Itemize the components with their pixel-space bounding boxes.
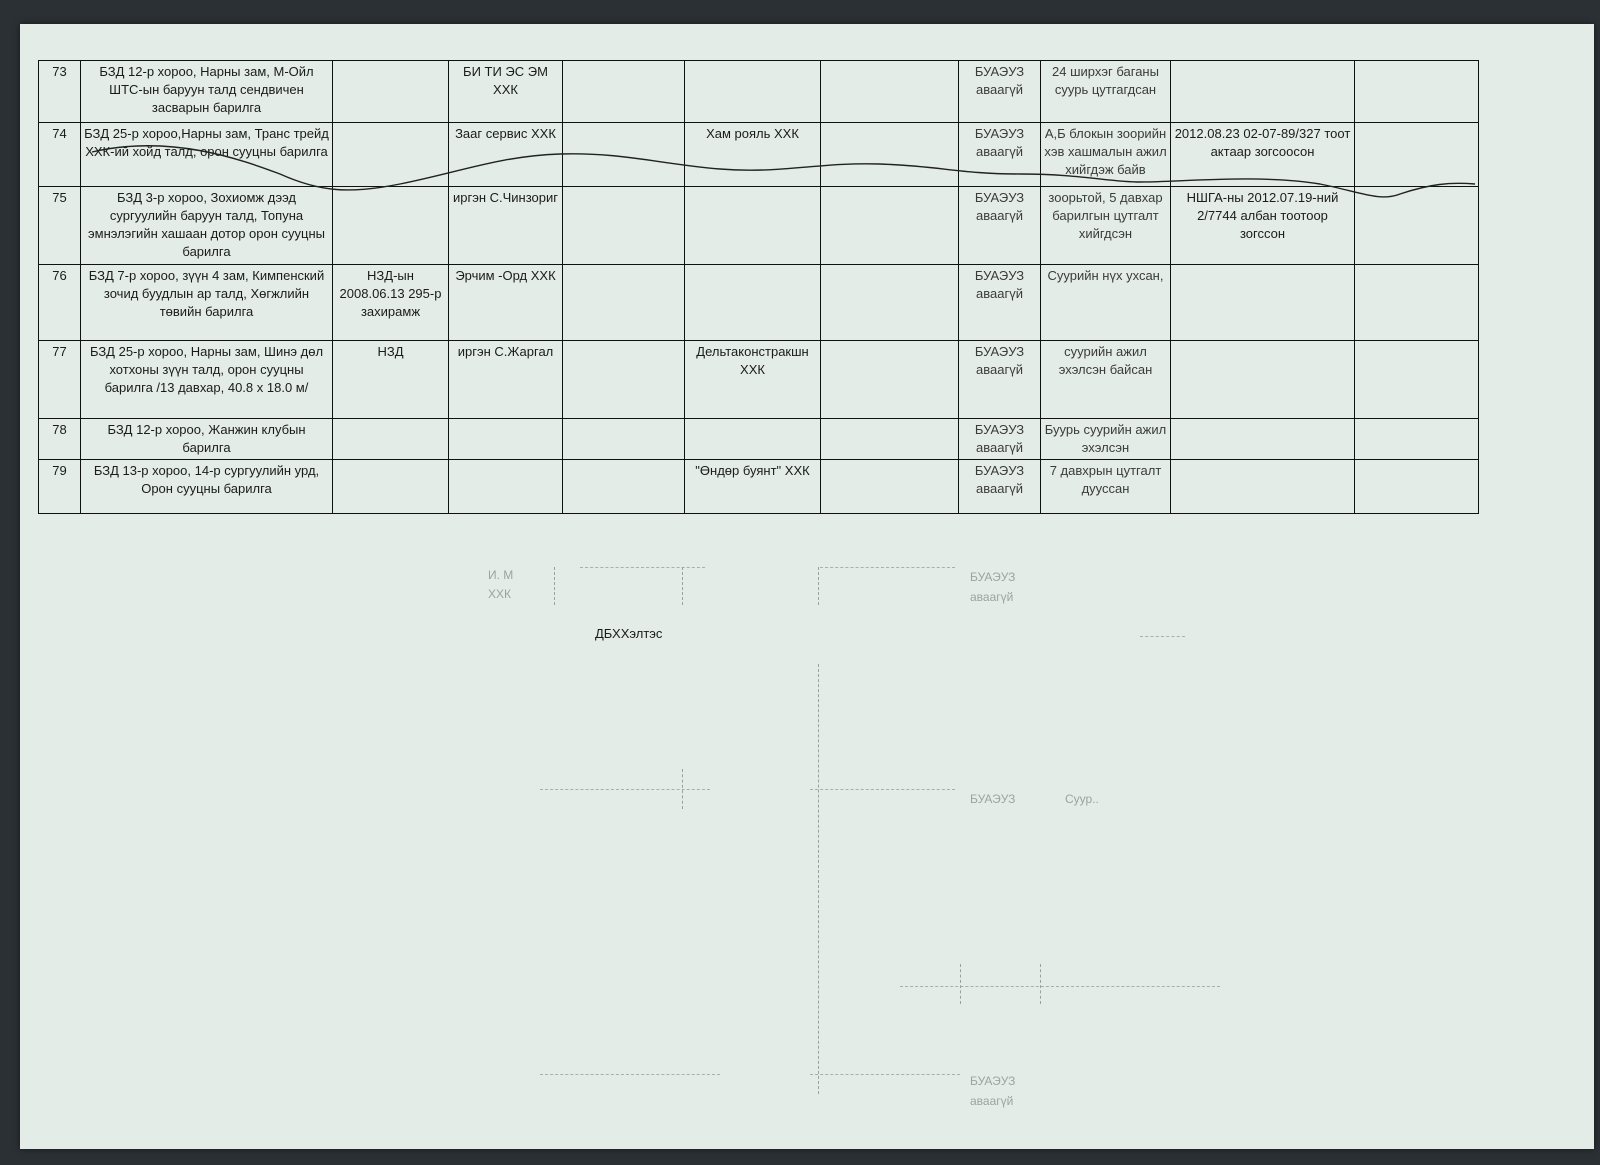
cell-c7 bbox=[821, 123, 959, 187]
bleed-line bbox=[540, 1074, 720, 1075]
cell-company bbox=[449, 419, 563, 460]
cell-no: 73 bbox=[39, 61, 81, 123]
cell-no: 79 bbox=[39, 460, 81, 514]
cell-c5 bbox=[563, 123, 685, 187]
cell-c11 bbox=[1355, 460, 1479, 514]
table-row bbox=[39, 341, 1479, 419]
bleed-line bbox=[580, 567, 705, 568]
cell-permit bbox=[333, 123, 449, 187]
bleed-text-3: БУАЭУЗ bbox=[970, 570, 1016, 584]
table-row bbox=[39, 187, 1479, 265]
cell-location: БЗД 3-р хороо, Зохиомж дээд сургуулийн баруун талд, Топуна эмнэлэгийн хашаан дотор орон сууцны барилга bbox=[81, 187, 333, 265]
cell-c7 bbox=[821, 341, 959, 419]
cell-status: 7 давхрын цутгалт дууссан bbox=[1041, 460, 1171, 514]
cell-location: БЗД 12-р хороо, Жанжин клубын барилга bbox=[81, 419, 333, 460]
cell-contractor bbox=[685, 419, 821, 460]
cell-c7 bbox=[821, 61, 959, 123]
bleed-text-6: Суур.. bbox=[1065, 792, 1099, 806]
cell-no: 77 bbox=[39, 341, 81, 419]
construction-table-wrap bbox=[38, 60, 1478, 514]
cell-buaeuz: БУАЭУЗ аваагүй bbox=[959, 460, 1041, 514]
cell-status: суурийн ажил эхэлсэн байсан bbox=[1041, 341, 1171, 419]
table-row bbox=[39, 265, 1479, 341]
cell-permit bbox=[333, 187, 449, 265]
cell-c5 bbox=[563, 265, 685, 341]
bleed-line bbox=[1040, 964, 1041, 1004]
construction-table bbox=[38, 60, 1479, 514]
cell-note bbox=[1171, 61, 1355, 123]
bleed-line bbox=[810, 789, 955, 790]
cell-no: 74 bbox=[39, 123, 81, 187]
bleed-line bbox=[960, 964, 961, 1004]
cell-c11 bbox=[1355, 61, 1479, 123]
cell-permit bbox=[333, 460, 449, 514]
cell-note bbox=[1171, 265, 1355, 341]
bleed-text-4: аваагүй bbox=[970, 590, 1014, 604]
cell-no: 78 bbox=[39, 419, 81, 460]
cell-note: 2012.08.23 02-07-89/327 тоот актаар зогсоосон bbox=[1171, 123, 1355, 187]
cell-company: Зааг сервис ХХК bbox=[449, 123, 563, 187]
cell-c11 bbox=[1355, 419, 1479, 460]
cell-no: 76 bbox=[39, 265, 81, 341]
cell-c5 bbox=[563, 61, 685, 123]
cell-company: БИ ТИ ЭС ЭМ ХХК bbox=[449, 61, 563, 123]
department-signature: ДБХХэлтэс bbox=[595, 626, 663, 641]
cell-permit: НЗД-ын 2008.06.13 295-р захирамж bbox=[333, 265, 449, 341]
cell-no: 75 bbox=[39, 187, 81, 265]
cell-permit bbox=[333, 419, 449, 460]
cell-company: Эрчим -Орд ХХК bbox=[449, 265, 563, 341]
cell-permit: НЗД bbox=[333, 341, 449, 419]
table-row bbox=[39, 123, 1479, 187]
cell-company bbox=[449, 460, 563, 514]
bleed-line bbox=[820, 567, 955, 568]
bleed-text-1: И. М bbox=[488, 568, 514, 582]
cell-c11 bbox=[1355, 265, 1479, 341]
cell-location: БЗД 13-р хороо, 14-р сургуулийн урд, Орон сууцны барилга bbox=[81, 460, 333, 514]
cell-c11 bbox=[1355, 341, 1479, 419]
cell-buaeuz: БУАЭУЗ аваагүй bbox=[959, 419, 1041, 460]
cell-c5 bbox=[563, 460, 685, 514]
cell-c7 bbox=[821, 187, 959, 265]
cell-c11 bbox=[1355, 123, 1479, 187]
cell-location: БЗД 25-р хороо,Нарны зам, Транс трейд ХХК-ий хойд талд, орон сууцны барилга bbox=[81, 123, 333, 187]
cell-c5 bbox=[563, 341, 685, 419]
cell-company: иргэн С.Жаргал bbox=[449, 341, 563, 419]
cell-buaeuz: БУАЭУЗ аваагүй bbox=[959, 187, 1041, 265]
cell-permit bbox=[333, 61, 449, 123]
cell-location: БЗД 7-р хороо, зүүн 4 зам, Кимпенский зочид буудлын ар талд, Хөгжлийн төвийн барилга bbox=[81, 265, 333, 341]
cell-contractor bbox=[685, 265, 821, 341]
bleed-line bbox=[540, 789, 710, 790]
cell-note: НШГА-ны 2012.07.19-ний 2/7744 албан тоотоор зогссон bbox=[1171, 187, 1355, 265]
bleed-line bbox=[682, 769, 683, 809]
cell-location: БЗД 25-р хороо, Нарны зам, Шинэ дөл хотхоны зүүн талд, орон сууцны барилга /13 давхар, 40.8 х 18.0 м/ bbox=[81, 341, 333, 419]
cell-buaeuz: БУАЭУЗ аваагүй bbox=[959, 123, 1041, 187]
cell-buaeuz: БУАЭУЗ аваагүй bbox=[959, 61, 1041, 123]
bleed-text-5: БУАЭУЗ bbox=[970, 792, 1016, 806]
cell-note bbox=[1171, 341, 1355, 419]
cell-location: БЗД 12-р хороо, Нарны зам, М-Ойл ШТС-ын баруун талд сендвичен засварын барилга bbox=[81, 61, 333, 123]
cell-status: 24 ширхэг баганы суурь цутгагдсан bbox=[1041, 61, 1171, 123]
cell-contractor: Дельтаконстракшн ХХК bbox=[685, 341, 821, 419]
bleed-text-2: ХХК bbox=[488, 587, 511, 601]
cell-contractor bbox=[685, 61, 821, 123]
cell-note bbox=[1171, 419, 1355, 460]
cell-c7 bbox=[821, 460, 959, 514]
cell-status: зоорьтой, 5 давхар барилгын цутгалт хийгдсэн bbox=[1041, 187, 1171, 265]
bleed-text-7: БУАЭУЗ bbox=[970, 1074, 1016, 1088]
bleed-line bbox=[810, 1074, 960, 1075]
cell-c5 bbox=[563, 419, 685, 460]
cell-buaeuz: БУАЭУЗ аваагүй bbox=[959, 265, 1041, 341]
cell-c7 bbox=[821, 265, 959, 341]
cell-status: Буурь суурийн ажил эхэлсэн bbox=[1041, 419, 1171, 460]
bleed-line bbox=[1140, 636, 1185, 637]
bleed-line bbox=[818, 664, 819, 1094]
cell-contractor: "Өндөр буянт" ХХК bbox=[685, 460, 821, 514]
table-row bbox=[39, 419, 1479, 460]
cell-buaeuz: БУАЭУЗ аваагүй bbox=[959, 341, 1041, 419]
cell-status: А,Б блокын зоорийн хэв хашмалын ажил хийгдэж байв bbox=[1041, 123, 1171, 187]
bleed-line bbox=[554, 567, 555, 605]
bleed-line bbox=[900, 986, 1220, 987]
cell-c7 bbox=[821, 419, 959, 460]
cell-company: иргэн С.Чинзориг bbox=[449, 187, 563, 265]
cell-contractor bbox=[685, 187, 821, 265]
cell-status: Суурийн нүх ухсан, bbox=[1041, 265, 1171, 341]
table-row bbox=[39, 460, 1479, 514]
table-row bbox=[39, 61, 1479, 123]
table-body bbox=[39, 61, 1479, 514]
bleed-line bbox=[818, 567, 819, 605]
cell-c11 bbox=[1355, 187, 1479, 265]
bleed-text-8: аваагүй bbox=[970, 1094, 1014, 1108]
cell-note bbox=[1171, 460, 1355, 514]
bleed-line bbox=[682, 567, 683, 605]
cell-c5 bbox=[563, 187, 685, 265]
cell-contractor: Хам рояль ХХК bbox=[685, 123, 821, 187]
document-page bbox=[20, 24, 1594, 1149]
